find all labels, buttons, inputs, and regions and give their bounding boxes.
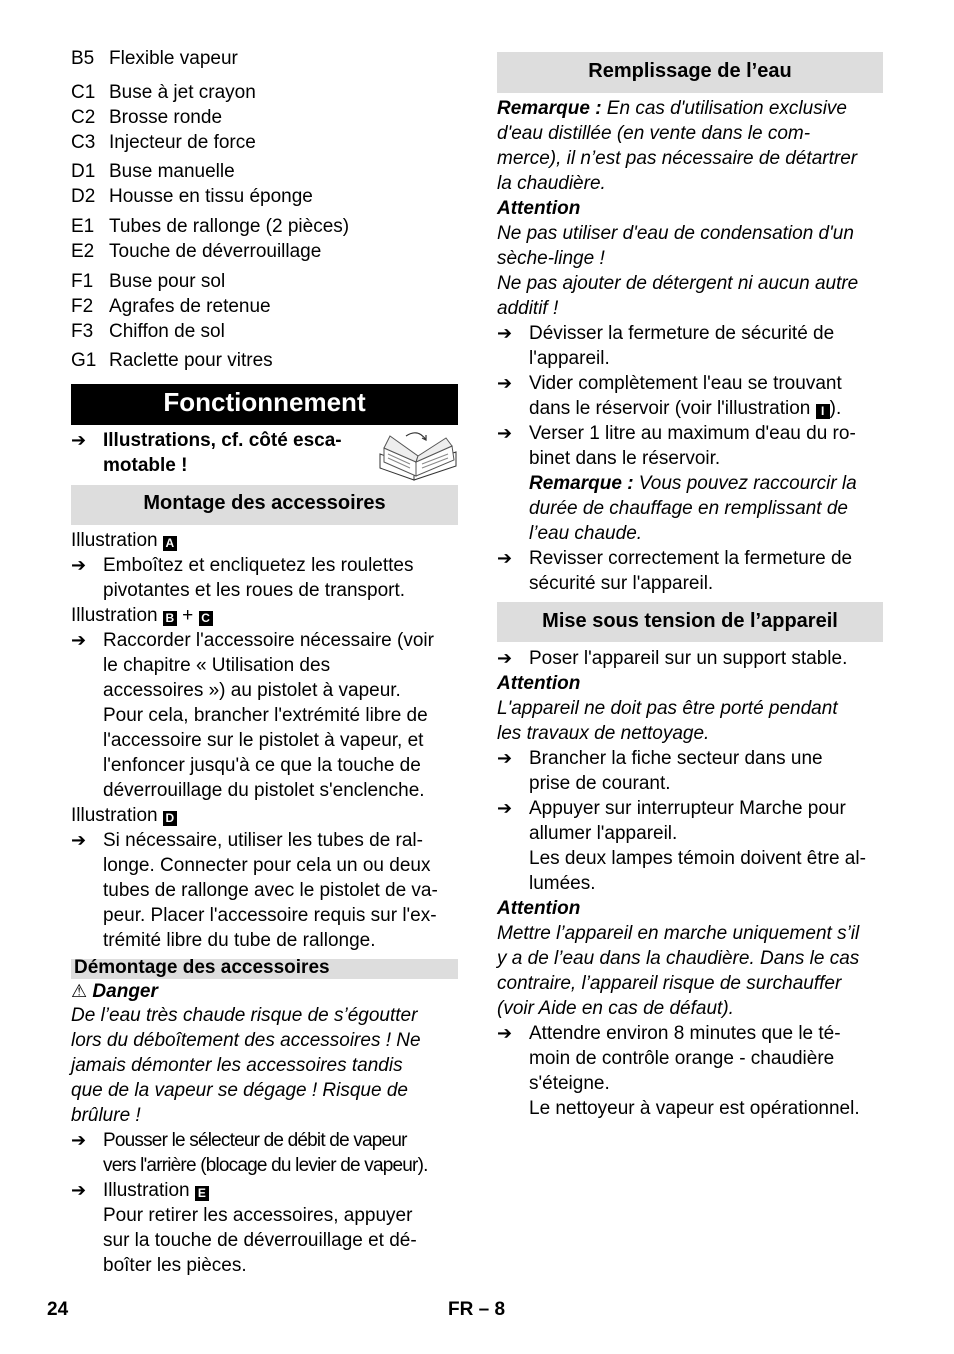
illustration-badge-a: A — [163, 536, 177, 551]
attention-label: Attention — [497, 673, 581, 694]
step-text: l'accessoire sur le pistolet à vapeur, et — [103, 730, 424, 751]
text-line: Ne pas utiliser d'eau de condensation d'un — [497, 223, 854, 244]
text-line: Mettre l’appareil en marche uniquement s’il — [497, 923, 860, 944]
remarque-text: Vous pouvez raccourcir la — [633, 473, 857, 494]
text-line: merce), il n’est pas nécessaire de détartrer — [497, 148, 858, 169]
step-text: Pour cela, brancher l'extrémité libre de — [103, 705, 428, 726]
step-text: Emboîtez et encliquetez les roulettes — [103, 555, 414, 576]
step-text: sécurité sur l'appareil. — [529, 573, 714, 594]
step-text: trémité libre du tube de rallonge. — [103, 930, 376, 951]
step-text-end: ). — [829, 398, 842, 419]
step-text: Les deux lampes témoin doivent être al- — [529, 848, 866, 869]
illustration-a-ref — [71, 528, 177, 553]
parts-list-item — [71, 46, 238, 71]
step-text: accessoires ») au pistolet à vapeur. — [103, 680, 401, 701]
rempl-step2-text-cont — [529, 396, 841, 421]
text-line: lors du déboîtement des accessoires ! Ne — [71, 1030, 421, 1051]
part-code: F1 — [71, 271, 94, 292]
parts-list-item — [71, 269, 226, 294]
attention-label: Attention — [497, 898, 581, 919]
arrow-icon: ➔ — [497, 548, 513, 569]
page-number: 24 — [47, 1299, 69, 1320]
part-code: F3 — [71, 321, 94, 342]
arrow-icon: ➔ — [497, 423, 513, 444]
remarque-text: En cas d'utilisation exclusive — [601, 98, 848, 119]
part-label: Housse en tissu éponge — [109, 186, 313, 207]
text-line: durée de chauffage en remplissant de — [529, 498, 848, 519]
section-title-montage: Montage des accessoires — [143, 492, 386, 514]
arrow-icon: ➔ — [497, 748, 513, 769]
part-label: Agrafes de retenue — [109, 296, 271, 317]
step-text: Si nécessaire, utiliser les tubes de ral- — [103, 830, 423, 851]
step-text: dans le réservoir (voir l'illustration — [529, 398, 811, 419]
remarque-label: Remarque : — [497, 98, 602, 119]
text-line: boîter les pièces. — [103, 1255, 247, 1276]
part-code: F2 — [71, 296, 94, 317]
text-line: l’eau chaude. — [529, 523, 643, 544]
step-text: l'appareil. — [529, 348, 610, 369]
step-text: le chapitre « Utilisation des — [103, 655, 331, 676]
part-code: D2 — [71, 186, 96, 207]
parts-list-item — [71, 348, 273, 373]
illustration-badge-c: C — [199, 611, 213, 626]
part-code: D1 — [71, 161, 96, 182]
part-code: C2 — [71, 107, 96, 128]
text-line: De l’eau très chaude risque de s’égoutter — [71, 1005, 418, 1026]
part-code: B5 — [71, 48, 95, 69]
parts-list-item — [71, 184, 313, 209]
illustration-d-ref — [71, 803, 177, 828]
text-line: additif ! — [497, 298, 559, 319]
book-illustration-icon — [376, 430, 460, 482]
mst-step1: Poser l'appareil sur un support stable. — [529, 648, 848, 669]
text-line: brûlure ! — [71, 1105, 141, 1126]
text-line: L'appareil ne doit pas être porté pendant — [497, 698, 838, 719]
step-text: peur. Placer l'accessoire requis sur l'ex- — [103, 905, 437, 926]
arrow-icon: ➔ — [497, 373, 513, 394]
part-code: E2 — [71, 241, 95, 262]
parts-list-item — [71, 80, 256, 105]
step-text: Attendre environ 8 minutes que le té- — [529, 1023, 841, 1044]
step-text: Verser 1 litre au maximum d'eau du ro- — [529, 423, 856, 444]
text-line: la chaudière. — [497, 173, 606, 194]
step-text: vers l'arrière (blocage du levier de vapeur). — [103, 1155, 428, 1176]
illustration-label: Illustration — [71, 805, 158, 826]
illustration-badge-b: B — [163, 611, 177, 626]
parts-list-item — [71, 105, 223, 130]
part-label: Touche de déverrouillage — [109, 241, 322, 262]
illustrations-note: Illustrations, cf. côté esca- — [103, 430, 342, 451]
danger-label: Danger — [92, 981, 158, 1002]
part-label: Flexible vapeur — [109, 48, 238, 69]
remarque-line — [497, 96, 847, 121]
part-code: C1 — [71, 82, 96, 103]
part-label: Injecteur de force — [109, 132, 256, 153]
step-text: pivotantes et les roues de transport. — [103, 580, 406, 601]
section-title-fonctionnement: Fonctionnement — [163, 387, 366, 417]
text-line: d'eau distillée (en vente dans le com- — [497, 123, 811, 144]
step-text: longe. Connecter pour cela un ou deux — [103, 855, 431, 876]
text-line: Pour retirer les accessoires, appuyer — [103, 1205, 413, 1226]
section-title-remplissage: Remplissage de l’eau — [588, 60, 792, 82]
step-text: moin de contrôle orange - chaudière — [529, 1048, 835, 1069]
illustration-badge-e: E — [195, 1186, 209, 1201]
text-line: jamais démonter les accessoires tandis — [71, 1055, 403, 1076]
part-label: Raclette pour vitres — [109, 350, 273, 371]
illustration-bc-ref — [71, 603, 213, 628]
parts-list-item — [71, 159, 235, 184]
step3-remarque — [529, 471, 857, 496]
plus-sign: + — [182, 605, 194, 626]
parts-list-item — [71, 294, 271, 319]
warning-icon: ⚠ — [71, 981, 88, 1002]
step-text: Revisser correctement la fermeture de — [529, 548, 853, 569]
section-title-mise-sous-tension: Mise sous tension de l’appareil — [542, 610, 838, 632]
illustration-badge-i: I — [816, 404, 830, 419]
text-line: Ne pas ajouter de détergent ni aucun autre — [497, 273, 859, 294]
text-line: que de la vapeur se dégage ! Risque de — [71, 1080, 408, 1101]
step-text: Raccorder l'accessoire nécessaire (voir — [103, 630, 434, 651]
parts-list-item — [71, 130, 256, 155]
text-line: (voir Aide en cas de défaut). — [497, 998, 734, 1019]
subsection-title-demontage: Démontage des accessoires — [74, 957, 330, 978]
page-label: FR – 8 — [448, 1299, 506, 1320]
arrow-icon: ➔ — [71, 1130, 87, 1151]
danger-heading — [71, 979, 158, 1004]
text-line: contraire, l’appareil risque de surchauffer — [497, 973, 842, 994]
part-label: Buse manuelle — [109, 161, 235, 182]
parts-list-item — [71, 239, 322, 264]
step-text: Le nettoyeur à vapeur est opérationnel. — [529, 1098, 860, 1119]
step-text: allumer l'appareil. — [529, 823, 678, 844]
step-text: tubes de rallonge avec le pistolet de va- — [103, 880, 438, 901]
step-text: Appuyer sur interrupteur Marche pour — [529, 798, 846, 819]
arrow-icon: ➔ — [497, 323, 513, 344]
text-line: sur la touche de déverrouillage et dé- — [103, 1230, 417, 1251]
step-text: déverrouillage du pistolet s'enclenche. — [103, 780, 425, 801]
step-text: Dévisser la fermeture de sécurité de — [529, 323, 835, 344]
part-label: Chiffon de sol — [109, 321, 225, 342]
arrow-icon: ➔ — [497, 648, 513, 669]
remarque-label: Remarque : — [529, 473, 634, 494]
illustration-label: Illustration — [103, 1180, 190, 1201]
step-text: s'éteigne. — [529, 1073, 610, 1094]
arrow-icon: ➔ — [497, 798, 513, 819]
arrow-icon: ➔ — [71, 430, 87, 451]
part-label: Tubes de rallonge (2 pièces) — [109, 216, 350, 237]
part-code: C3 — [71, 132, 96, 153]
part-label: Buse à jet crayon — [109, 82, 256, 103]
parts-list-item — [71, 319, 225, 344]
text-line: les travaux de nettoyage. — [497, 723, 710, 744]
part-label: Brosse ronde — [109, 107, 223, 128]
text-line: sèche-linge ! — [497, 248, 605, 269]
illustration-label: Illustration — [71, 530, 158, 551]
arrow-icon: ➔ — [71, 555, 87, 576]
illustration-label: Illustration — [71, 605, 158, 626]
step-text: Brancher la fiche secteur dans une — [529, 748, 823, 769]
attention-label: Attention — [497, 198, 581, 219]
step-text: Pousser le sélecteur de débit de vapeur — [103, 1130, 407, 1151]
illustration-e-ref — [103, 1178, 209, 1203]
text-line: y a de l’eau dans la chaudière. Dans le cas — [497, 948, 860, 969]
illustrations-note-cont: motable ! — [103, 455, 188, 476]
illustration-badge-d: D — [163, 811, 177, 826]
step-text: binet dans le réservoir. — [529, 448, 721, 469]
rempl-step2-text: Vider complètement l'eau se trouvant — [529, 373, 842, 394]
part-code: G1 — [71, 350, 97, 371]
step-text: prise de courant. — [529, 773, 671, 794]
part-label: Buse pour sol — [109, 271, 226, 292]
arrow-icon: ➔ — [71, 1180, 87, 1201]
part-code: E1 — [71, 216, 95, 237]
arrow-icon: ➔ — [71, 830, 87, 851]
step-text: l'enfoncer jusqu'à ce que la touche de — [103, 755, 421, 776]
parts-list-item — [71, 214, 350, 239]
step-text: lumées. — [529, 873, 596, 894]
arrow-icon: ➔ — [71, 630, 87, 651]
arrow-icon: ➔ — [497, 1023, 513, 1044]
